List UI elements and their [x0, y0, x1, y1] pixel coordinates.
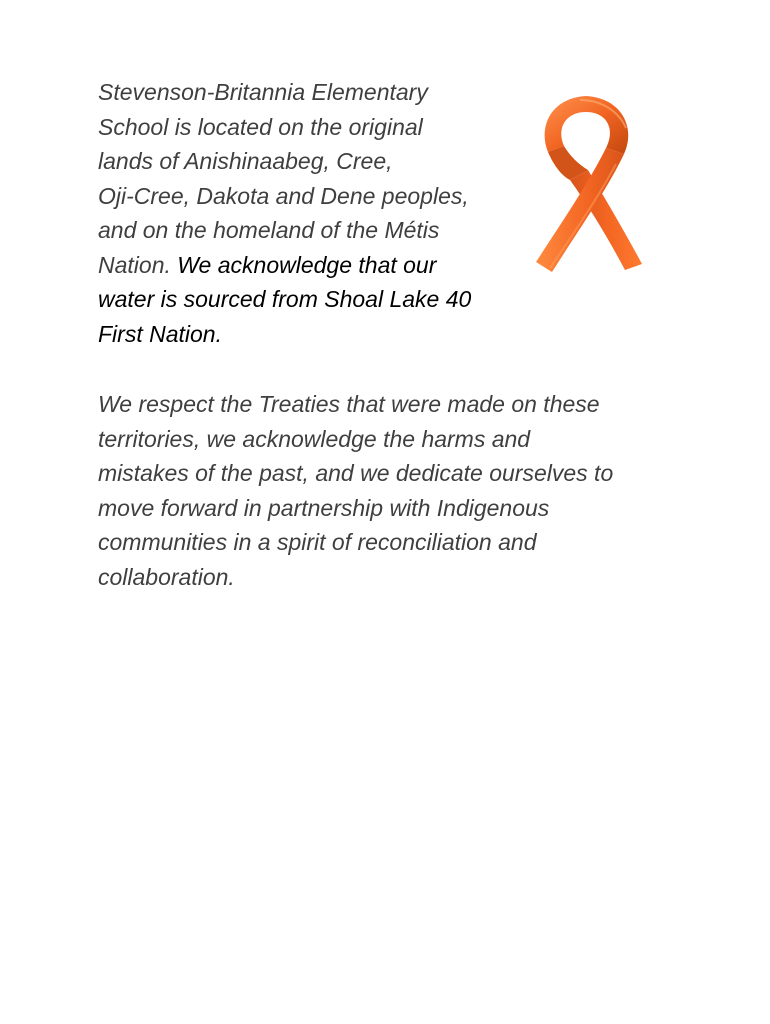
text-line: communities in a spirit of reconciliation and [98, 529, 537, 555]
text-line: and on the homeland of the Métis [98, 217, 440, 243]
text-line: School is located on the original [98, 113, 423, 140]
text-line: Oji-Cree, Dakota and Dene peoples, [98, 182, 469, 209]
text-segment: Nation. [98, 251, 178, 278]
text-line: collaboration. [98, 563, 235, 590]
treaties-paragraph [98, 387, 688, 594]
text-line: We respect the Treaties that were made on these [98, 391, 600, 417]
water-acknowledgement-text: We acknowledge that our [177, 251, 437, 278]
text-line: territories, we acknowledge the harms and [98, 425, 531, 452]
orange-ribbon-icon [530, 88, 654, 280]
text-line: lands of Anishinaabeg, Cree, [98, 148, 393, 174]
land-acknowledgement-paragraph [98, 75, 518, 351]
water-acknowledgement-text: water is sourced from Shoal Lake 40 [98, 286, 472, 312]
text-line: Stevenson-Britannia Elementary [98, 79, 428, 105]
text-line: mistakes of the past, and we dedicate ourselves to [98, 460, 614, 486]
text-line: move forward in partnership with Indigenous [98, 494, 550, 521]
text-line [98, 248, 518, 283]
water-acknowledgement-text: First Nation. [98, 320, 222, 347]
